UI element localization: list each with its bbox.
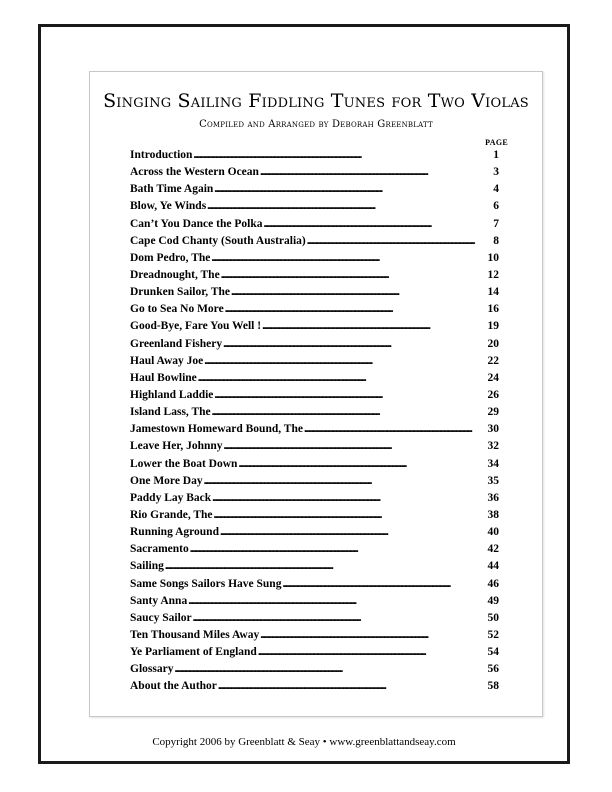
toc-dot-leader	[231, 286, 483, 298]
toc-entry-page: 56	[487, 663, 499, 676]
toc-entry-title: Good-Bye, Fare You Well !	[130, 320, 262, 333]
toc-entry-page: 12	[487, 268, 499, 281]
toc-entry-page: 52	[487, 628, 499, 641]
toc-dot-leader	[214, 509, 483, 521]
toc-entry-title: Haul Bowline	[130, 371, 197, 384]
toc-entry-title: Paddy Lay Back	[130, 491, 212, 504]
toc-dot-leader	[212, 492, 483, 504]
toc-dot-leader	[165, 560, 483, 572]
toc-entry-title: Ten Thousand Miles Away	[130, 628, 260, 641]
toc-entry	[130, 509, 499, 526]
toc-dot-leader	[225, 303, 483, 315]
toc-entry	[130, 338, 499, 355]
toc-dot-leader	[262, 320, 483, 332]
toc-entry-title: Can’t You Dance the Polka	[130, 217, 263, 230]
toc-entry-page: 50	[487, 611, 499, 624]
toc-entry	[130, 543, 499, 560]
toc-entry-page: 40	[487, 526, 499, 539]
table-of-contents	[130, 149, 499, 698]
toc-dot-leader	[260, 166, 483, 178]
toc-entry-page: 29	[487, 406, 499, 419]
toc-entry	[130, 492, 499, 509]
toc-dot-leader	[218, 680, 483, 692]
toc-entry-title: Sacramento	[130, 543, 189, 556]
toc-entry-title: Same Songs Sailors Have Sung	[130, 577, 282, 590]
toc-entry-title: Santy Anna	[130, 594, 188, 607]
toc-entry-page: 54	[487, 646, 499, 659]
toc-entry-page: 24	[487, 371, 499, 384]
toc-entry	[130, 663, 499, 680]
toc-entry-title: Bath Time Again	[130, 183, 214, 196]
toc-dot-leader	[204, 475, 483, 487]
toc-dot-leader	[263, 218, 483, 230]
toc-dot-leader	[224, 440, 483, 452]
toc-entry-page: 20	[487, 337, 499, 350]
toc-entry-title: Highland Laddie	[130, 388, 214, 401]
toc-entry-page: 44	[487, 560, 499, 573]
toc-entry	[130, 458, 499, 475]
toc-entry	[130, 235, 499, 252]
toc-entry	[130, 629, 499, 646]
toc-dot-leader	[211, 252, 483, 264]
toc-dot-leader	[260, 629, 483, 641]
toc-entry-title: Lower the Boat Down	[130, 457, 238, 470]
toc-entry-title: Running Aground	[130, 526, 219, 539]
toc-entry	[130, 646, 499, 663]
toc-entry-page: 30	[487, 423, 499, 436]
toc-entry	[130, 183, 499, 200]
toc-entry	[130, 218, 499, 235]
toc-entry-title: Glossary	[130, 663, 174, 676]
toc-dot-leader	[223, 338, 483, 350]
toc-entry	[130, 526, 499, 543]
toc-entry	[130, 423, 499, 440]
toc-dot-leader	[190, 543, 483, 555]
toc-entry	[130, 303, 499, 320]
toc-entry	[130, 252, 499, 269]
page-column-heading: PAGE	[485, 138, 508, 147]
toc-entry-page: 35	[487, 474, 499, 487]
toc-dot-leader	[174, 663, 483, 675]
toc-dot-leader	[193, 612, 483, 624]
toc-entry-page: 14	[487, 286, 499, 299]
toc-entry	[130, 440, 499, 457]
toc-entry	[130, 406, 499, 423]
toc-entry	[130, 475, 499, 492]
toc-entry-title: Drunken Sailor, The	[130, 286, 231, 299]
toc-entry-title: Dreadnought, The	[130, 268, 220, 281]
toc-dot-leader	[221, 269, 483, 281]
toc-entry	[130, 286, 499, 303]
toc-entry	[130, 149, 499, 166]
toc-dot-leader	[212, 406, 483, 418]
toc-entry-page: 22	[487, 354, 499, 367]
toc-entry	[130, 355, 499, 372]
toc-entry-page: 16	[487, 303, 499, 316]
toc-entry-page: 34	[487, 457, 499, 470]
toc-entry-title: One More Day	[130, 474, 203, 487]
toc-entry	[130, 320, 499, 337]
toc-entry-title: Greenland Fishery	[130, 337, 223, 350]
toc-entry-title: Go to Sea No More	[130, 303, 224, 316]
toc-dot-leader	[214, 389, 483, 401]
toc-dot-leader	[258, 646, 483, 658]
toc-entry	[130, 166, 499, 183]
toc-entry-page: 42	[487, 543, 499, 556]
toc-entry-page: 10	[487, 251, 499, 264]
toc-entry-title: Leave Her, Johnny	[130, 440, 223, 453]
toc-entry	[130, 578, 499, 595]
toc-entry-page: 8	[493, 234, 499, 247]
toc-dot-leader	[204, 355, 483, 367]
toc-entry-page: 32	[487, 440, 499, 453]
toc-dot-leader	[214, 183, 483, 195]
toc-entry-title: Introduction	[130, 149, 193, 161]
toc-entry-page: 58	[487, 680, 499, 693]
toc-entry-page: 4	[493, 183, 499, 196]
toc-entry-page: 7	[493, 217, 499, 230]
toc-entry	[130, 560, 499, 577]
toc-entry-title: Jamestown Homeward Bound, The	[130, 423, 303, 436]
toc-entry-title: Ye Parliament of England	[130, 646, 257, 659]
toc-entry-page: 1	[493, 149, 499, 161]
toc-entry	[130, 372, 499, 389]
toc-entry-title: Haul Away Joe	[130, 354, 204, 367]
toc-entry	[130, 200, 499, 217]
toc-dot-leader	[238, 458, 483, 470]
toc-entry-title: Across the Western Ocean	[130, 166, 259, 179]
toc-entry	[130, 612, 499, 629]
toc-entry	[130, 389, 499, 406]
toc-entry-title: Rio Grande, The	[130, 508, 213, 521]
toc-dot-leader	[188, 595, 483, 607]
toc-entry-title: Cape Cod Chanty (South Australia)	[130, 234, 306, 247]
toc-entry-title: Blow, Ye Winds	[130, 200, 207, 213]
toc-dot-leader	[198, 372, 483, 384]
toc-dot-leader	[220, 526, 483, 538]
toc-dot-leader	[307, 235, 483, 247]
toc-dot-leader	[207, 200, 483, 212]
toc-dot-leader	[193, 149, 483, 161]
toc-entry-page: 19	[487, 320, 499, 333]
book-title: Singing Sailing Fiddling Tunes for Two Violas	[103, 90, 529, 112]
toc-entry-title: Saucy Sailor	[130, 611, 192, 624]
toc-entry-page: 49	[487, 594, 499, 607]
toc-entry-page: 38	[487, 508, 499, 521]
toc-entry-title: Island Lass, The	[130, 406, 211, 419]
toc-entry-title: Sailing	[130, 560, 164, 573]
book-subtitle: Compiled and Arranged by Deborah Greenblatt	[199, 119, 433, 130]
toc-entry-page: 6	[493, 200, 499, 213]
toc-entry-page: 3	[493, 166, 499, 179]
toc-entry-page: 46	[487, 577, 499, 590]
toc-dot-leader	[304, 423, 483, 435]
toc-entry-title: Dom Pedro, The	[130, 251, 211, 264]
toc-entry	[130, 595, 499, 612]
toc-entry-title: About the Author	[130, 680, 217, 693]
toc-entry-page: 36	[487, 491, 499, 504]
toc-entry-page: 26	[487, 388, 499, 401]
toc-dot-leader	[282, 578, 483, 590]
copyright-footer: Copyright 2006 by Greenblatt & Seay • www.greenblattandseay.com	[152, 736, 456, 748]
toc-entry	[130, 269, 499, 286]
toc-entry	[130, 680, 499, 697]
